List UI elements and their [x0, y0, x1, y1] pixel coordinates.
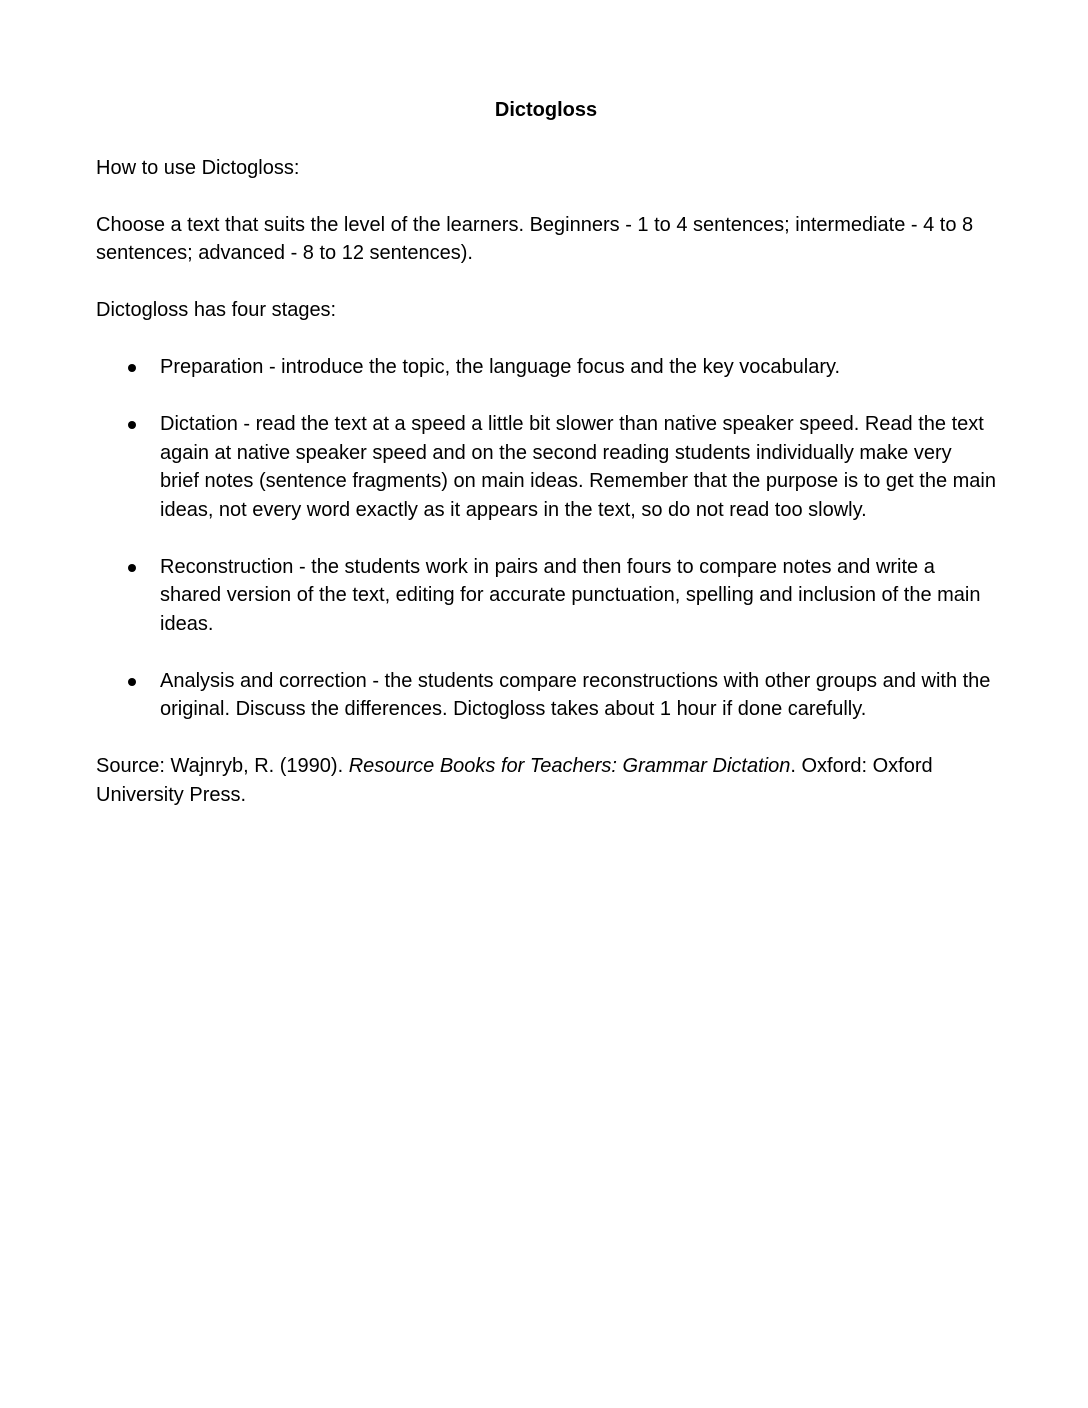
stage-text-dictation: Dictation - read the text at a speed a little bit slower than native speaker speed. Read the text again at native speaker speed and on the second reading students individually make very brief notes (sentence fragments) on main ideas. Remember that the purpose is to get the main ideas, not every word exactly as it appears in the text, so do not read too slowly.	[160, 413, 996, 521]
stages-intro-paragraph: Dictogloss has four stages:	[96, 299, 337, 321]
stages-list	[96, 353, 996, 724]
source-suffix: . Oxford: Oxford University Press.	[96, 755, 933, 806]
stage-text-analysis: Analysis and correction - the students compare reconstructions with other groups and with the original. Discuss the differences. Dictogloss takes about 1 hour if done carefully.	[160, 669, 991, 720]
source-prefix: Source: Wajnryb, R. (1990).	[96, 755, 349, 777]
document-page	[96, 96, 996, 838]
bullet-icon	[128, 564, 136, 572]
document-title: Dictogloss	[494, 99, 598, 121]
bullet-icon	[128, 678, 136, 686]
source-book-title: Resource Books for Teachers: Grammar Dictation	[348, 755, 791, 777]
bullet-icon	[128, 364, 136, 372]
bullet-icon	[128, 421, 136, 429]
source-citation	[96, 752, 996, 809]
text-choice-paragraph: Choose a text that suits the level of the learners. Beginners - 1 to 4 sentences; intermediate - 4 to 8 sentences; advanced - 8 to 12 sentences).	[96, 213, 974, 264]
list-item	[96, 353, 996, 382]
stage-text-reconstruction: Reconstruction - the students work in pairs and then fours to compare notes and write a shared version of the text, editing for accurate punctuation, spelling and inclusion of the main ideas.	[160, 555, 981, 635]
intro-paragraph: How to use Dictogloss:	[96, 156, 300, 179]
stage-text-preparation: Preparation - introduce the topic, the language focus and the key vocabulary.	[160, 356, 841, 378]
list-item	[96, 410, 996, 524]
list-item	[96, 553, 996, 639]
list-item	[96, 667, 996, 724]
